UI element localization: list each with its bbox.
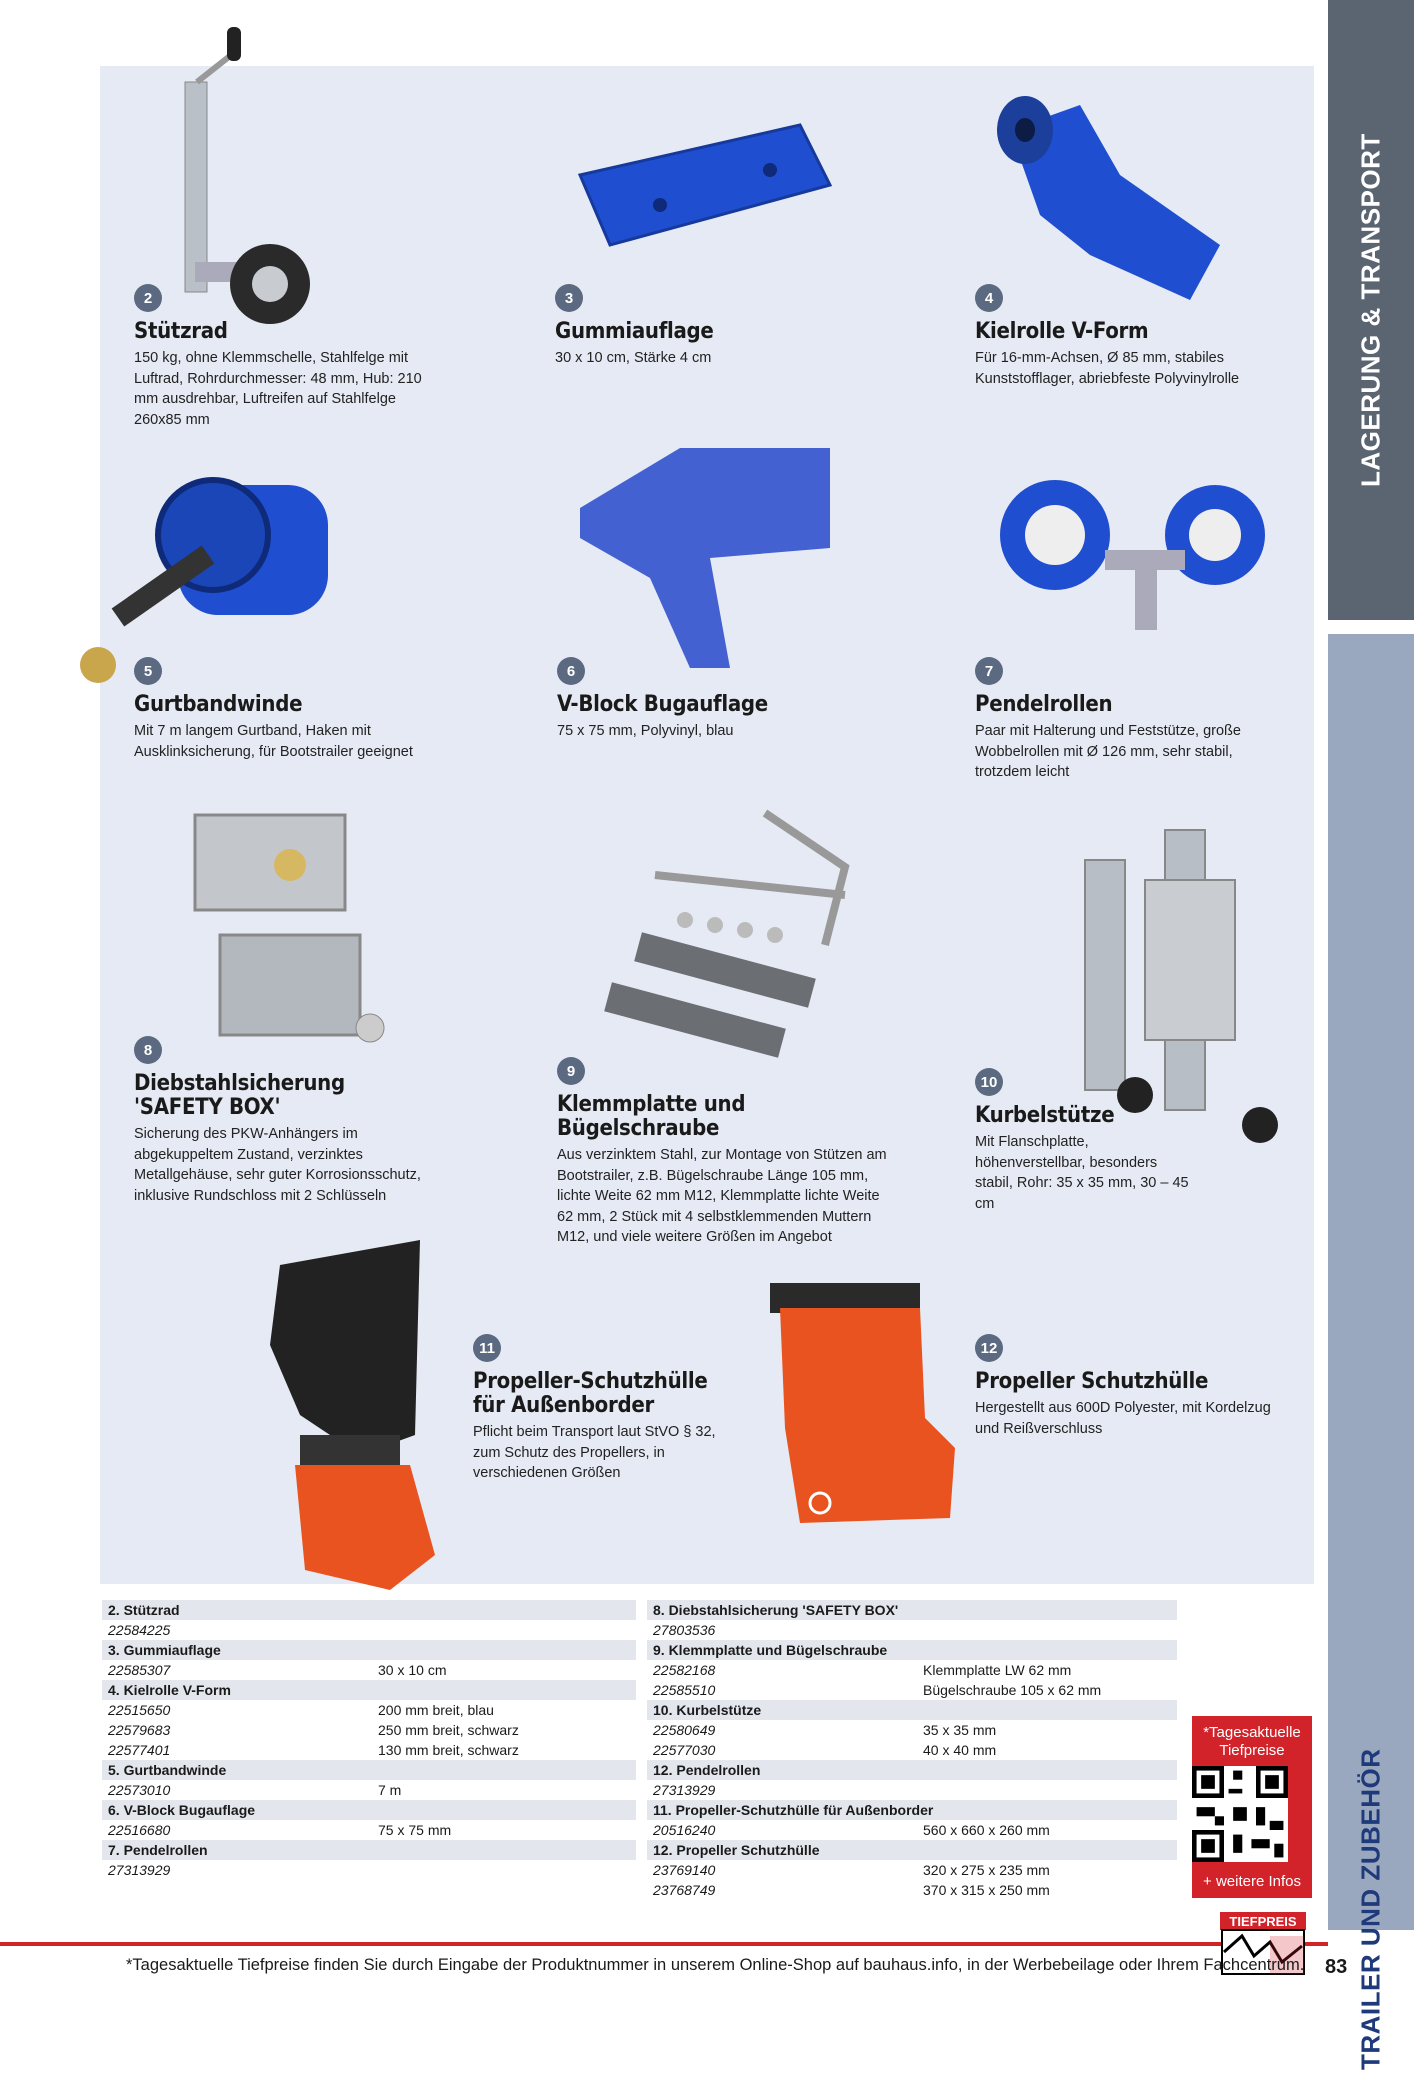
product-5: [134, 657, 434, 762]
table-row: [647, 1660, 1177, 1680]
table-group-header: 12. Propeller Schutzhülle: [647, 1840, 1177, 1860]
article-spec: Bügelschraube 105 x 62 mm: [923, 1682, 1102, 1698]
qr-caption-top: *Tagesaktuelle Tiefpreise: [1203, 1724, 1301, 1759]
table-group-header: 6. V-Block Bugauflage: [102, 1800, 636, 1820]
product-title: Kurbelstütze: [975, 1103, 1115, 1128]
product-4: [975, 284, 1265, 389]
article-spec: 7 m: [378, 1782, 402, 1798]
table-group-header: 5. Gurtbandwinde: [102, 1760, 636, 1780]
page-number: 83: [1325, 1956, 1348, 1978]
article-spec: Klemmplatte LW 62 mm: [923, 1662, 1072, 1678]
product-title: Klemmplatte und Bügelschraube: [557, 1092, 746, 1141]
product-description: Hergestellt aus 600D Polyester, mit Kordelzug und Reißverschluss: [975, 1400, 1271, 1437]
article-number: 22579683: [108, 1722, 171, 1738]
table-row: [102, 1780, 636, 1800]
article-spec: 35 x 35 mm: [923, 1722, 997, 1738]
product-title: V-Block Bugauflage: [557, 692, 768, 717]
product-description: Sicherung des PKW-Anhängers im abgekuppeltem Zustand, verzinktes Metallgehäuse, sehr guter Korrosionsschutz, inklusive Rundschloss mit 2 Schlüsseln: [134, 1126, 421, 1204]
article-number: 22580649: [653, 1722, 716, 1738]
table-group-header: 12. Pendelrollen: [647, 1760, 1177, 1780]
article-number: 22585307: [108, 1662, 171, 1678]
table-row: [102, 1820, 636, 1840]
article-spec: 40 x 40 mm: [923, 1742, 997, 1758]
qr-code-box[interactable]: [1192, 1716, 1312, 1898]
item-number-badge: 7: [975, 657, 1003, 685]
qr-caption-bottom: + weitere Infos: [1203, 1873, 1301, 1890]
product-2: [134, 284, 434, 430]
article-spec: 75 x 75 mm: [378, 1822, 452, 1838]
table-group-header: 11. Propeller-Schutzhülle für Außenborder: [647, 1800, 1177, 1820]
item-number-badge: 6: [557, 657, 585, 685]
table-group-header: 8. Diebstahlsicherung 'SAFETY BOX': [647, 1600, 1177, 1620]
article-number: 22577401: [108, 1742, 171, 1758]
side-tab-lagerung: [1328, 0, 1414, 620]
product-title: Kielrolle V-Form: [975, 319, 1149, 344]
article-spec: [378, 1620, 636, 1640]
table-row: [647, 1740, 1177, 1760]
table-row: [647, 1680, 1177, 1700]
article-number: 23768749: [653, 1882, 716, 1898]
product-title: Gummiauflage: [555, 319, 714, 344]
article-number: 22585510: [653, 1682, 716, 1698]
table-row: [102, 1620, 636, 1640]
product-description: Aus verzinktem Stahl, zur Montage von Stützen am Bootstrailer, z.B. Bügelschraube Länge 105 mm, lichte Weite 62 mm M12, Klemmplatte lichte Weite 62 mm, 2 Stück mit 4 selbstklemmenden Muttern M12, und viele weitere Größen im Angebot: [557, 1147, 887, 1245]
table-row: [647, 1720, 1177, 1740]
article-number: 22584225: [108, 1622, 171, 1638]
product-10: [975, 1068, 1195, 1214]
table-row: [647, 1820, 1177, 1840]
table-row: [647, 1620, 1177, 1640]
product-description: Mit 7 m langem Gurtband, Haken mit Ausklinksicherung, für Bootstrailer geeignet: [134, 723, 413, 760]
product-11: [473, 1334, 733, 1484]
table-group-header: 9. Klemmplatte und Bügelschraube: [647, 1640, 1177, 1660]
footer-divider: [0, 1942, 1328, 1946]
article-number: 22582168: [653, 1662, 716, 1678]
item-number-badge: 8: [134, 1036, 162, 1064]
product-description: 150 kg, ohne Klemmschelle, Stahlfelge mit Luftrad, Rohrdurchmesser: 48 mm, Hub: 210 mm ausdrehbar, Luftreifen auf Stahlfelge 260x85 mm: [134, 350, 422, 428]
product-title: Pendelrollen: [975, 692, 1113, 717]
side-tab-label: TRAILER UND ZUBEHÖR: [1355, 1748, 1386, 2070]
table-row: [102, 1660, 636, 1680]
item-number-badge: 11: [473, 1334, 501, 1362]
article-number: 22516680: [108, 1822, 171, 1838]
product-description: Mit Flanschplatte, höhenverstellbar, besonders stabil, Rohr: 35 x 35 mm, 30 – 45 cm: [975, 1134, 1189, 1212]
article-number: 27313929: [108, 1862, 171, 1878]
rubber-pad-image: [560, 115, 840, 255]
table-row: [102, 1860, 636, 1880]
product-description: 75 x 75 mm, Polyvinyl, blau: [557, 723, 734, 739]
product-8: [134, 1036, 454, 1206]
product-9: [557, 1057, 897, 1248]
outboard-cover-image: [220, 1235, 450, 1595]
qr-code-icon[interactable]: [1192, 1766, 1288, 1862]
table-group-header: 2. Stützrad: [102, 1600, 636, 1620]
footnote: *Tagesaktuelle Tiefpreise finden Sie durch Eingabe der Produktnummer in unserem Online-Shop auf bauhaus.info, in der Werbebeilage oder Ihrem Fachcentrum.: [126, 1956, 1305, 1974]
product-description: Für 16-mm-Achsen, Ø 85 mm, stabiles Kunststofflager, abriebfeste Polyvinylrolle: [975, 350, 1240, 387]
article-number: 23769140: [653, 1862, 716, 1878]
keel-roller-image: [980, 85, 1240, 315]
table-group-header: 3. Gummiauflage: [102, 1640, 636, 1660]
product-title: Propeller Schutzhülle: [975, 1369, 1209, 1394]
product-3: [555, 284, 855, 369]
article-spec: [378, 1860, 636, 1880]
article-spec: 200 mm breit, blau: [378, 1702, 494, 1718]
item-number-badge: 5: [134, 657, 162, 685]
table-row: [102, 1720, 636, 1740]
v-block-image: [570, 428, 840, 678]
product-description: Paar mit Halterung und Feststütze, große Wobbelrollen mit Ø 126 mm, sehr stabil, trotzdem leicht: [975, 723, 1241, 780]
propeller-cover-image: [760, 1278, 960, 1533]
article-spec: 250 mm breit, schwarz: [378, 1722, 519, 1738]
item-number-badge: 12: [975, 1334, 1003, 1362]
table-group-header: 7. Pendelrollen: [102, 1840, 636, 1860]
product-title: Diebstahlsicherung 'SAFETY BOX': [134, 1071, 345, 1120]
article-spec: 560 x 660 x 260 mm: [923, 1822, 1050, 1838]
item-number-badge: 2: [134, 284, 162, 312]
item-number-badge: 4: [975, 284, 1003, 312]
product-title: Gurtbandwinde: [134, 692, 303, 717]
article-spec: [923, 1620, 1177, 1640]
article-spec: 130 mm breit, schwarz: [378, 1742, 519, 1758]
item-number-badge: 10: [975, 1068, 1003, 1096]
article-number: 27313929: [653, 1782, 716, 1798]
item-number-badge: 3: [555, 284, 583, 312]
table-row: [647, 1880, 1177, 1900]
product-description: Pflicht beim Transport laut StVO § 32, zum Schutz des Propellers, in verschiedenen Größen: [473, 1424, 716, 1481]
article-table-left: [102, 1600, 636, 1880]
side-tab-label: LAGERUNG & TRANSPORT: [1355, 133, 1386, 487]
table-group-header: 10. Kurbelstütze: [647, 1700, 1177, 1720]
article-number: 22577030: [653, 1742, 716, 1758]
product-6: [557, 657, 857, 742]
article-number: 20516240: [653, 1822, 716, 1838]
article-number: 27803536: [653, 1622, 716, 1638]
article-table-right: [647, 1600, 1177, 1900]
article-spec: 320 x 275 x 235 mm: [923, 1862, 1050, 1878]
wobble-rollers-image: [995, 470, 1295, 640]
product-7: [975, 657, 1265, 783]
item-number-badge: 9: [557, 1057, 585, 1085]
jockey-wheel-image: [165, 22, 345, 327]
product-12: [975, 1334, 1275, 1439]
product-title: Propeller-Schutzhülle für Außenborder: [473, 1369, 708, 1418]
table-row: [102, 1700, 636, 1720]
product-title: Stützrad: [134, 319, 228, 344]
article-number: 22515650: [108, 1702, 171, 1718]
article-spec: 370 x 315 x 250 mm: [923, 1882, 1050, 1898]
article-spec: 30 x 10 cm: [378, 1662, 447, 1678]
table-row: [647, 1780, 1177, 1800]
article-number: 22573010: [108, 1782, 171, 1798]
table-row: [102, 1740, 636, 1760]
table-row: [647, 1860, 1177, 1880]
article-spec: [923, 1780, 1177, 1800]
product-description: 30 x 10 cm, Stärke 4 cm: [555, 350, 712, 366]
clamp-plate-image: [595, 805, 895, 1065]
table-group-header: 4. Kielrolle V-Form: [102, 1680, 636, 1700]
tiefpreis-label: TIEFPREIS: [1229, 1914, 1297, 1929]
